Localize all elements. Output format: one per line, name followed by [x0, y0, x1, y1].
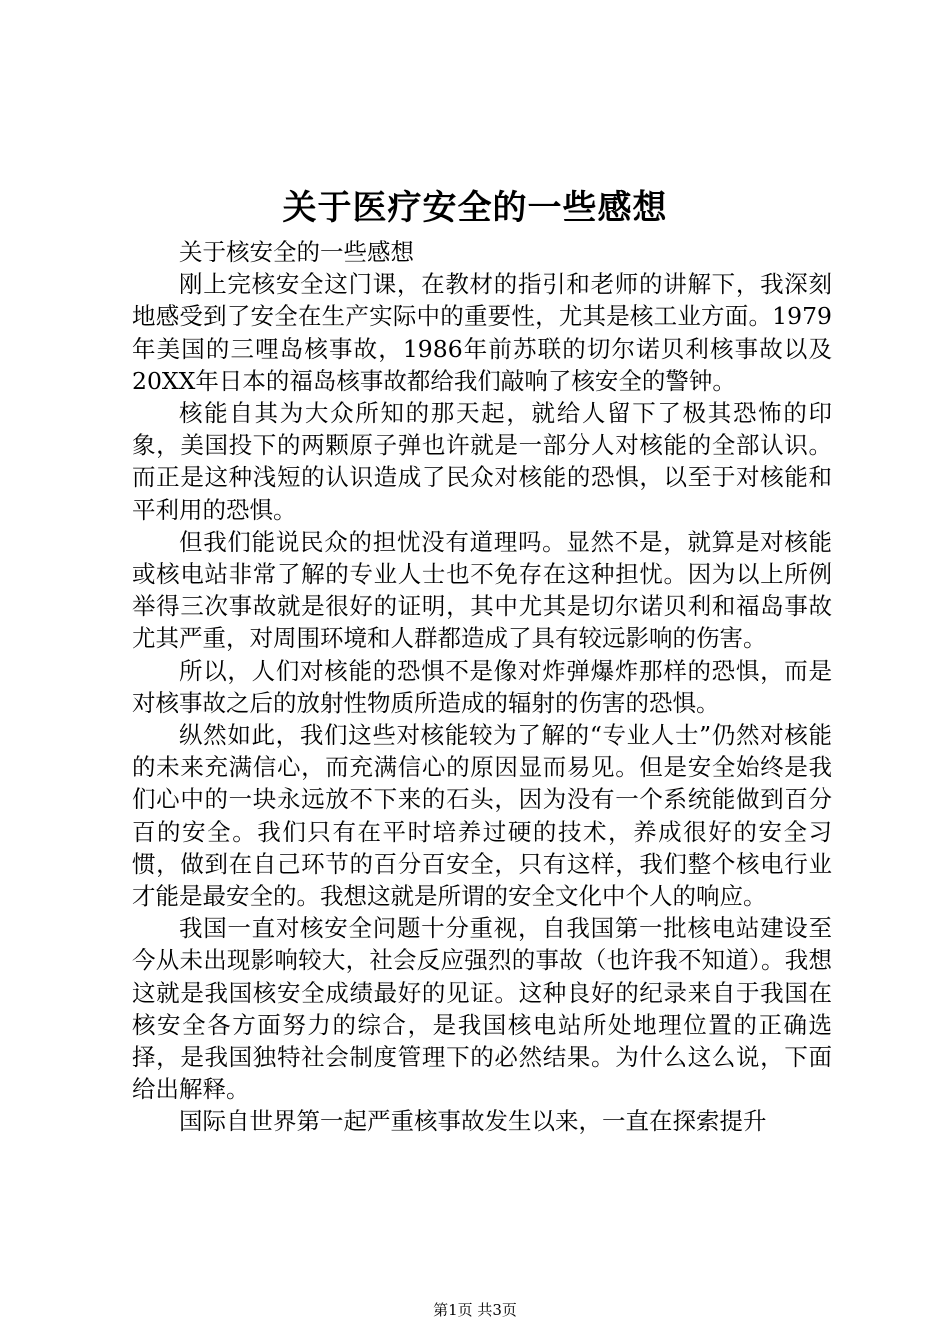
paragraph: 所以，人们对核能的恐惧不是像对炸弹爆炸那样的恐惧，而是对核事故之后的放射性物质所造成的辐射的伤害的恐惧。 [132, 656, 832, 717]
document-title: 关于医疗安全的一些感想 [282, 188, 668, 228]
paragraph: 关于核安全的一些感想 [179, 238, 414, 266]
paragraph: 刚上完核安全这门课，在教材的指引和老师的讲解下，我深刻地感受到了安全在生产实际中的重要性，尤其是核工业方面。1979年美国的三哩岛核事故，1986年前苏联的切尔诺贝利核事故以及20XX年日本的福岛核事故都给我们敲响了核安全的警钟。 [132, 270, 832, 395]
paragraph: 我国一直对核安全问题十分重视，自我国第一批核电站建设至今从未出现影响较大，社会反应强烈的事故（也许我不知道）。我想这就是我国核安全成绩最好的见证。这种良好的纪录来自于我国在核安全各方面努力的综合，是我国核电站所处地理位置的正确选择，是我国独特社会制度管理下的必然结果。为什么这么说，下面给出解释。 [132, 914, 832, 1104]
page-number-footer: 第1页 共3页 [433, 1301, 517, 1319]
paragraph: 但我们能说民众的担忧没有道理吗。显然不是，就算是对核能或核电站非常了解的专业人士也不免存在这种担忧。因为以上所例举得三次事故就是很好的证明，其中尤其是切尔诺贝利和福岛事故尤其严重，对周围环境和人群都造成了具有较远影响的伤害。 [132, 527, 832, 653]
paragraph: 纵然如此，我们这些对核能较为了解的“专业人士”仍然对核能的未来充满信心，而充满信心的原因显而易见。但是安全始终是我们心中的一块永远放不下来的石头，因为没有一个系统能做到百分百的安全。我们只有在平时培养过硬的技术，养成很好的安全习惯，做到在自己环节的百分百安全，只有这样，我们整个核电行业才能是最安全的。我想这就是所谓的安全文化中个人的响应。 [132, 721, 832, 911]
paragraph: 国际自世界第一起严重核事故发生以来，一直在探索提升 [179, 1107, 767, 1136]
paragraph: 核能自其为大众所知的那天起，就给人留下了极其恐怖的印象，美国投下的两颗原子弹也许就是一部分人对核能的全部认识。而正是这种浅短的认识造成了民众对核能的恐惧，以至于对核能和平利用的恐惧。 [132, 399, 832, 524]
document-body [132, 236, 832, 1138]
